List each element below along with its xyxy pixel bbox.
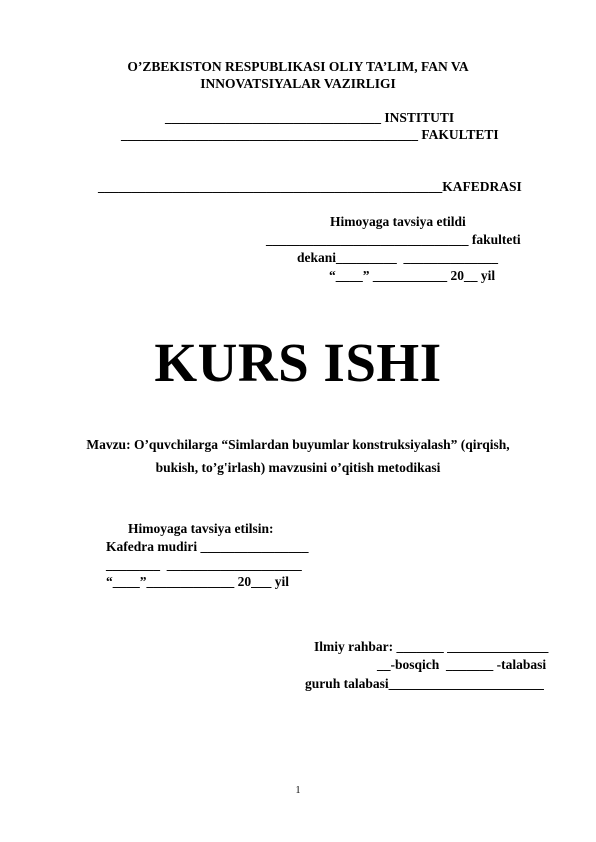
advisor-line: Ilmiy rahbar: _______ _______________ bbox=[314, 639, 549, 654]
topic-line-1: Mavzu: O’quvchilarga “Simlardan buyumlar konstruksiyalash” (qirqish, bbox=[86, 437, 510, 452]
ministry-line-2: INNOVATSIYALAR VAZIRLIGI bbox=[200, 76, 396, 91]
faculty-approval-line: ______________________________ fakulteti bbox=[266, 232, 521, 247]
group-student-line: guruh talabasi_______________________ bbox=[305, 676, 544, 691]
head-of-department-line: Kafedra mudiri ________________ bbox=[106, 539, 309, 554]
signature-line: ________ ____________________ bbox=[106, 557, 302, 572]
dean-line: dekani_________ ______________ bbox=[297, 250, 499, 265]
approval-heading: Himoyaga tavsiya etildi bbox=[330, 214, 466, 229]
page-number: 1 bbox=[295, 785, 301, 796]
topic-line-2: bukish, to’g'irlash) mavzusini o’qitish metodikasi bbox=[155, 460, 441, 475]
institute-line: ________________________________ INSTITUTI bbox=[165, 110, 455, 125]
faculty-line: ____________________________________________ FAKULTETI bbox=[121, 127, 499, 142]
recommendation-date-line: “____”_____________ 20___ yil bbox=[106, 574, 290, 589]
student-stage-line: __-bosqich _______ -talabasi bbox=[377, 657, 547, 672]
ministry-line-1: O’ZBEKISTON RESPUBLIKASI OLIY TA’LIM, FAN VA bbox=[127, 59, 469, 74]
approval-date-line: “____” ___________ 20__ yil bbox=[329, 268, 496, 283]
recommendation-heading: Himoyaga tavsiya etilsin: bbox=[128, 521, 274, 536]
page-title: KURS ISHI bbox=[154, 332, 442, 393]
department-line: ___________________________________________________KAFEDRASI bbox=[98, 179, 522, 194]
